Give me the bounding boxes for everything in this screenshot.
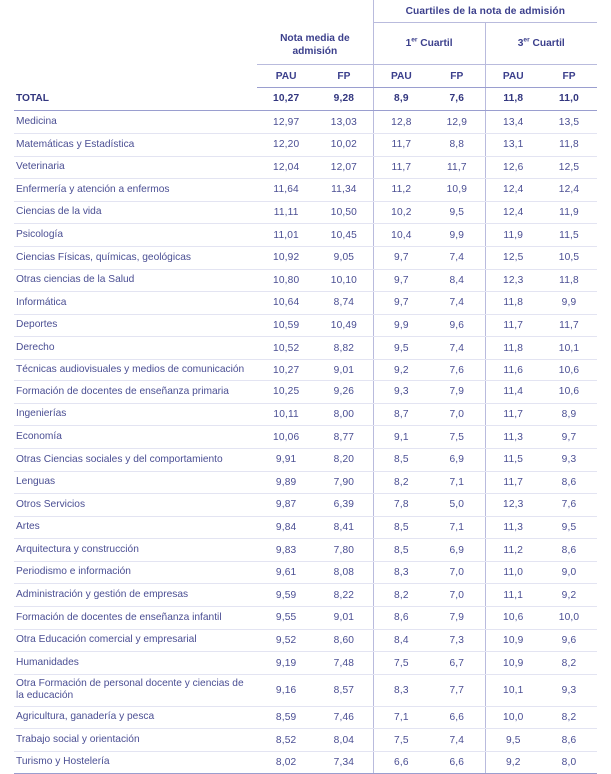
cell-q3-pau: 9,5 <box>485 729 541 752</box>
header-unit-media-fp: FP <box>315 64 373 87</box>
cell-media-pau: 10,25 <box>257 381 315 404</box>
cell-q1-fp: 6,7 <box>429 652 485 675</box>
header-unit-q3-fp: FP <box>541 64 597 87</box>
header-spacer-media <box>257 0 373 23</box>
cell-q3-pau: 11,4 <box>485 381 541 404</box>
cell-q3-fp: 8,6 <box>541 539 597 562</box>
cell-q1-pau: 9,2 <box>373 359 429 380</box>
cell-q1-pau: 7,5 <box>373 652 429 675</box>
row-label: Deportes <box>14 314 257 337</box>
cell-media-pau: 11,11 <box>257 201 315 224</box>
cell-q1-fp: 7,0 <box>429 561 485 584</box>
cell-media-pau: 9,87 <box>257 494 315 517</box>
cell-media-fp: 13,03 <box>315 111 373 134</box>
cell-q3-fp: 8,2 <box>541 652 597 675</box>
cell-q3-fp: 9,3 <box>541 448 597 471</box>
cell-q3-pau: 10,6 <box>485 607 541 630</box>
cell-q1-pau: 8,3 <box>373 561 429 584</box>
cell-media-pau: 11,01 <box>257 224 315 247</box>
cell-q1-pau: 12,8 <box>373 111 429 134</box>
table-row <box>14 471 597 494</box>
cell-q3-pau: 11,5 <box>485 448 541 471</box>
cell-q3-pau: 11,3 <box>485 426 541 449</box>
cell-media-fp: 8,08 <box>315 561 373 584</box>
cell-q1-pau: 9,5 <box>373 337 429 360</box>
cell-q3-pau: 9,2 <box>485 751 541 774</box>
table-row <box>14 706 597 729</box>
cell-q1-fp: 6,6 <box>429 706 485 729</box>
cell-q3-pau: 12,3 <box>485 494 541 517</box>
cell-q1-pau: 9,9 <box>373 314 429 337</box>
cell-q3-fp: 9,5 <box>541 516 597 539</box>
table-row <box>14 629 597 652</box>
header-row-subgroups <box>14 23 597 65</box>
header-col-q3-ordinal: er <box>523 36 530 44</box>
cell-q3-pau: 11,6 <box>485 359 541 380</box>
header-col-q3-number: 3 <box>517 38 524 50</box>
cell-q1-pau: 10,4 <box>373 224 429 247</box>
row-label: TOTAL <box>14 87 257 111</box>
cell-media-fp: 7,46 <box>315 706 373 729</box>
cell-media-fp: 10,10 <box>315 269 373 292</box>
row-label: Formación de docentes de enseñanza primaria <box>14 381 257 404</box>
cell-q1-fp: 7,4 <box>429 292 485 315</box>
cell-q1-fp: 7,1 <box>429 471 485 494</box>
cell-media-pau: 10,27 <box>257 87 315 111</box>
cell-media-pau: 9,52 <box>257 629 315 652</box>
cell-q3-pau: 10,9 <box>485 629 541 652</box>
cell-q3-fp: 10,6 <box>541 381 597 404</box>
cell-q3-fp: 13,5 <box>541 111 597 134</box>
cell-q1-fp: 7,4 <box>429 246 485 269</box>
cell-q1-pau: 9,3 <box>373 381 429 404</box>
admission-grades-table <box>14 0 597 774</box>
table-row <box>14 607 597 630</box>
cell-q3-fp: 10,6 <box>541 359 597 380</box>
cell-q1-pau: 8,2 <box>373 584 429 607</box>
cell-media-fp: 12,07 <box>315 156 373 179</box>
cell-media-pau: 9,84 <box>257 516 315 539</box>
cell-q3-pau: 11,7 <box>485 403 541 426</box>
cell-media-pau: 9,16 <box>257 674 315 706</box>
cell-q3-pau: 11,3 <box>485 516 541 539</box>
cell-media-pau: 10,06 <box>257 426 315 449</box>
cell-q3-fp: 9,7 <box>541 426 597 449</box>
cell-q1-fp: 8,8 <box>429 134 485 157</box>
row-label: Ciencias Físicas, químicas, geológicas <box>14 246 257 269</box>
table-row <box>14 292 597 315</box>
cell-media-pau: 10,64 <box>257 292 315 315</box>
cell-media-fp: 7,48 <box>315 652 373 675</box>
cell-q1-fp: 6,9 <box>429 448 485 471</box>
table-row <box>14 448 597 471</box>
cell-q1-pau: 8,3 <box>373 674 429 706</box>
header-col-q1-number: 1 <box>405 38 412 50</box>
cell-q3-fp: 11,5 <box>541 224 597 247</box>
cell-media-pau: 10,27 <box>257 359 315 380</box>
cell-media-pau: 9,91 <box>257 448 315 471</box>
row-label: Turismo y Hostelería <box>14 751 257 774</box>
cell-media-pau: 10,92 <box>257 246 315 269</box>
cell-q3-pau: 11,8 <box>485 337 541 360</box>
cell-media-pau: 8,02 <box>257 751 315 774</box>
cell-q3-fp: 9,0 <box>541 561 597 584</box>
cell-media-pau: 9,19 <box>257 652 315 675</box>
header-row-group <box>14 0 597 23</box>
table-row <box>14 269 597 292</box>
cell-q1-pau: 7,1 <box>373 706 429 729</box>
cell-q3-pau: 10,9 <box>485 652 541 675</box>
cell-media-fp: 10,50 <box>315 201 373 224</box>
header-unit-q1-pau: PAU <box>373 64 429 87</box>
cell-q1-pau: 8,5 <box>373 448 429 471</box>
cell-q3-fp: 11,0 <box>541 87 597 111</box>
table-row <box>14 751 597 774</box>
cell-q1-pau: 9,1 <box>373 426 429 449</box>
cell-media-fp: 7,34 <box>315 751 373 774</box>
cell-q1-fp: 7,9 <box>429 381 485 404</box>
row-label: Derecho <box>14 337 257 360</box>
cell-media-fp: 9,28 <box>315 87 373 111</box>
cell-q1-pau: 8,6 <box>373 607 429 630</box>
cell-q1-fp: 11,7 <box>429 156 485 179</box>
cell-media-fp: 8,20 <box>315 448 373 471</box>
cell-q1-pau: 8,2 <box>373 471 429 494</box>
cell-media-pau: 9,89 <box>257 471 315 494</box>
cell-q1-fp: 6,9 <box>429 539 485 562</box>
header-spacer-label <box>14 0 257 23</box>
cell-media-fp: 6,39 <box>315 494 373 517</box>
header-col-q1 <box>373 23 485 65</box>
cell-q3-fp: 12,4 <box>541 179 597 202</box>
row-label: Arquitectura y construcción <box>14 539 257 562</box>
cell-q3-pau: 11,0 <box>485 561 541 584</box>
cell-media-fp: 8,04 <box>315 729 373 752</box>
row-label: Otras ciencias de la Salud <box>14 269 257 292</box>
cell-q3-pau: 13,4 <box>485 111 541 134</box>
cell-media-pau: 12,04 <box>257 156 315 179</box>
header-col-nota-media: Nota media de admisión <box>257 23 373 65</box>
cell-media-fp: 7,90 <box>315 471 373 494</box>
header-spacer-label-3 <box>14 64 257 87</box>
row-label: Lenguas <box>14 471 257 494</box>
cell-media-pau: 10,11 <box>257 403 315 426</box>
cell-q1-fp: 9,5 <box>429 201 485 224</box>
cell-q3-pau: 11,7 <box>485 314 541 337</box>
cell-q3-pau: 12,4 <box>485 179 541 202</box>
table-row <box>14 403 597 426</box>
cell-q3-fp: 9,3 <box>541 674 597 706</box>
cell-q3-pau: 11,1 <box>485 584 541 607</box>
table-row <box>14 201 597 224</box>
cell-media-fp: 11,34 <box>315 179 373 202</box>
cell-media-fp: 8,22 <box>315 584 373 607</box>
cell-q1-pau: 8,5 <box>373 516 429 539</box>
header-col-q3 <box>485 23 597 65</box>
cell-q1-pau: 8,4 <box>373 629 429 652</box>
cell-q3-fp: 11,9 <box>541 201 597 224</box>
table-row <box>14 561 597 584</box>
header-col-q1-ordinal: er <box>411 36 418 44</box>
cell-q1-pau: 10,2 <box>373 201 429 224</box>
cell-media-fp: 10,02 <box>315 134 373 157</box>
cell-media-pau: 9,55 <box>257 607 315 630</box>
cell-q1-pau: 7,5 <box>373 729 429 752</box>
cell-q3-fp: 11,8 <box>541 269 597 292</box>
row-label: Agricultura, ganadería y pesca <box>14 706 257 729</box>
header-unit-q3-pau: PAU <box>485 64 541 87</box>
table-row <box>14 179 597 202</box>
cell-q3-fp: 8,9 <box>541 403 597 426</box>
cell-q1-pau: 9,7 <box>373 269 429 292</box>
cell-q1-fp: 7,0 <box>429 584 485 607</box>
row-label: Informática <box>14 292 257 315</box>
cell-q3-fp: 11,8 <box>541 134 597 157</box>
cell-q3-fp: 8,6 <box>541 471 597 494</box>
cell-q1-fp: 7,4 <box>429 337 485 360</box>
cell-q1-fp: 7,6 <box>429 359 485 380</box>
cell-q3-fp: 9,9 <box>541 292 597 315</box>
row-label: Economía <box>14 426 257 449</box>
cell-q1-fp: 7,9 <box>429 607 485 630</box>
cell-q3-fp: 7,6 <box>541 494 597 517</box>
cell-q3-fp: 8,2 <box>541 706 597 729</box>
cell-media-fp: 10,45 <box>315 224 373 247</box>
cell-media-pau: 10,80 <box>257 269 315 292</box>
cell-q3-fp: 10,0 <box>541 607 597 630</box>
cell-q1-fp: 9,9 <box>429 224 485 247</box>
cell-q1-pau: 11,7 <box>373 134 429 157</box>
cell-q3-fp: 10,5 <box>541 246 597 269</box>
row-label: Medicina <box>14 111 257 134</box>
row-label: Psicología <box>14 224 257 247</box>
cell-media-pau: 10,52 <box>257 337 315 360</box>
cell-media-fp: 10,49 <box>315 314 373 337</box>
cell-q3-fp: 8,0 <box>541 751 597 774</box>
cell-q1-fp: 7,5 <box>429 426 485 449</box>
header-row-units <box>14 64 597 87</box>
cell-media-fp: 9,01 <box>315 359 373 380</box>
row-label: Otra Educación comercial y empresarial <box>14 629 257 652</box>
cell-q3-fp: 9,6 <box>541 629 597 652</box>
table-row <box>14 674 597 706</box>
table-row <box>14 314 597 337</box>
header-group-quartiles: Cuartiles de la nota de admisión <box>373 0 597 23</box>
cell-media-fp: 8,00 <box>315 403 373 426</box>
cell-media-fp: 8,82 <box>315 337 373 360</box>
row-label: Administración y gestión de empresas <box>14 584 257 607</box>
cell-q3-pau: 13,1 <box>485 134 541 157</box>
cell-media-fp: 8,60 <box>315 629 373 652</box>
cell-q3-pau: 12,4 <box>485 201 541 224</box>
cell-media-fp: 9,26 <box>315 381 373 404</box>
cell-q3-pau: 12,5 <box>485 246 541 269</box>
cell-q3-pau: 10,1 <box>485 674 541 706</box>
cell-q3-pau: 11,8 <box>485 292 541 315</box>
row-label: Técnicas audiovisuales y medios de comunicación <box>14 359 257 380</box>
cell-q3-pau: 12,6 <box>485 156 541 179</box>
cell-q3-fp: 8,6 <box>541 729 597 752</box>
cell-q1-pau: 7,8 <box>373 494 429 517</box>
cell-media-pau: 12,97 <box>257 111 315 134</box>
table-row <box>14 516 597 539</box>
cell-media-pau: 11,64 <box>257 179 315 202</box>
header-unit-media-pau: PAU <box>257 64 315 87</box>
cell-q1-fp: 7,1 <box>429 516 485 539</box>
cell-q1-pau: 8,5 <box>373 539 429 562</box>
cell-media-pau: 9,59 <box>257 584 315 607</box>
table-row <box>14 539 597 562</box>
row-label: Formación de docentes de enseñanza infantil <box>14 607 257 630</box>
row-label: Enfermería y atención a enfermos <box>14 179 257 202</box>
table-header <box>14 0 597 87</box>
cell-q1-fp: 5,0 <box>429 494 485 517</box>
table-row <box>14 359 597 380</box>
table-row <box>14 111 597 134</box>
cell-q3-fp: 12,5 <box>541 156 597 179</box>
cell-q1-fp: 7,7 <box>429 674 485 706</box>
cell-media-pau: 12,20 <box>257 134 315 157</box>
row-label: Otra Formación de personal docente y ciencias de la educación <box>14 674 257 706</box>
cell-q1-pau: 11,7 <box>373 156 429 179</box>
cell-q3-pau: 12,3 <box>485 269 541 292</box>
cell-q3-pau: 10,0 <box>485 706 541 729</box>
table-row <box>14 494 597 517</box>
cell-media-pau: 9,83 <box>257 539 315 562</box>
cell-q3-pau: 11,2 <box>485 539 541 562</box>
cell-q1-pau: 9,7 <box>373 246 429 269</box>
cell-media-fp: 9,05 <box>315 246 373 269</box>
header-unit-q1-fp: FP <box>429 64 485 87</box>
row-label: Humanidades <box>14 652 257 675</box>
cell-q1-fp: 6,6 <box>429 751 485 774</box>
table-row <box>14 87 597 111</box>
cell-q1-fp: 7,4 <box>429 729 485 752</box>
cell-q3-pau: 11,7 <box>485 471 541 494</box>
row-label: Trabajo social y orientación <box>14 729 257 752</box>
header-col-q3-word: Cuartil <box>529 38 565 50</box>
table-row <box>14 381 597 404</box>
cell-q3-fp: 10,1 <box>541 337 597 360</box>
table-row <box>14 652 597 675</box>
cell-media-fp: 8,57 <box>315 674 373 706</box>
header-col-q1-word: Cuartil <box>417 38 453 50</box>
cell-q1-fp: 8,4 <box>429 269 485 292</box>
row-label: Ciencias de la vida <box>14 201 257 224</box>
cell-media-fp: 8,77 <box>315 426 373 449</box>
table-row <box>14 729 597 752</box>
cell-q1-fp: 7,6 <box>429 87 485 111</box>
cell-q3-pau: 11,9 <box>485 224 541 247</box>
table-row <box>14 156 597 179</box>
cell-media-fp: 8,74 <box>315 292 373 315</box>
cell-media-pau: 10,59 <box>257 314 315 337</box>
table-row <box>14 584 597 607</box>
cell-q1-fp: 7,3 <box>429 629 485 652</box>
cell-media-fp: 9,01 <box>315 607 373 630</box>
row-label: Veterinaria <box>14 156 257 179</box>
cell-q3-pau: 11,8 <box>485 87 541 111</box>
row-label: Otros Servicios <box>14 494 257 517</box>
table-row <box>14 426 597 449</box>
cell-q3-fp: 11,7 <box>541 314 597 337</box>
row-label: Otras Ciencias sociales y del comportamiento <box>14 448 257 471</box>
cell-media-fp: 7,80 <box>315 539 373 562</box>
cell-q1-fp: 9,6 <box>429 314 485 337</box>
header-spacer-label-2 <box>14 23 257 65</box>
cell-q1-pau: 8,9 <box>373 87 429 111</box>
cell-q1-pau: 9,7 <box>373 292 429 315</box>
table-row <box>14 224 597 247</box>
cell-media-pau: 9,61 <box>257 561 315 584</box>
cell-media-fp: 8,41 <box>315 516 373 539</box>
cell-q1-fp: 7,0 <box>429 403 485 426</box>
cell-q1-pau: 6,6 <box>373 751 429 774</box>
row-label: Matemáticas y Estadística <box>14 134 257 157</box>
cell-media-pau: 8,52 <box>257 729 315 752</box>
cell-q1-pau: 11,2 <box>373 179 429 202</box>
table-row <box>14 246 597 269</box>
row-label: Periodismo e información <box>14 561 257 584</box>
cell-q1-pau: 8,7 <box>373 403 429 426</box>
cell-q1-fp: 10,9 <box>429 179 485 202</box>
table-row <box>14 134 597 157</box>
row-label: Ingenierías <box>14 403 257 426</box>
table-row <box>14 337 597 360</box>
table-body <box>14 87 597 774</box>
cell-q1-fp: 12,9 <box>429 111 485 134</box>
row-label: Artes <box>14 516 257 539</box>
cell-media-pau: 8,59 <box>257 706 315 729</box>
cell-q3-fp: 9,2 <box>541 584 597 607</box>
